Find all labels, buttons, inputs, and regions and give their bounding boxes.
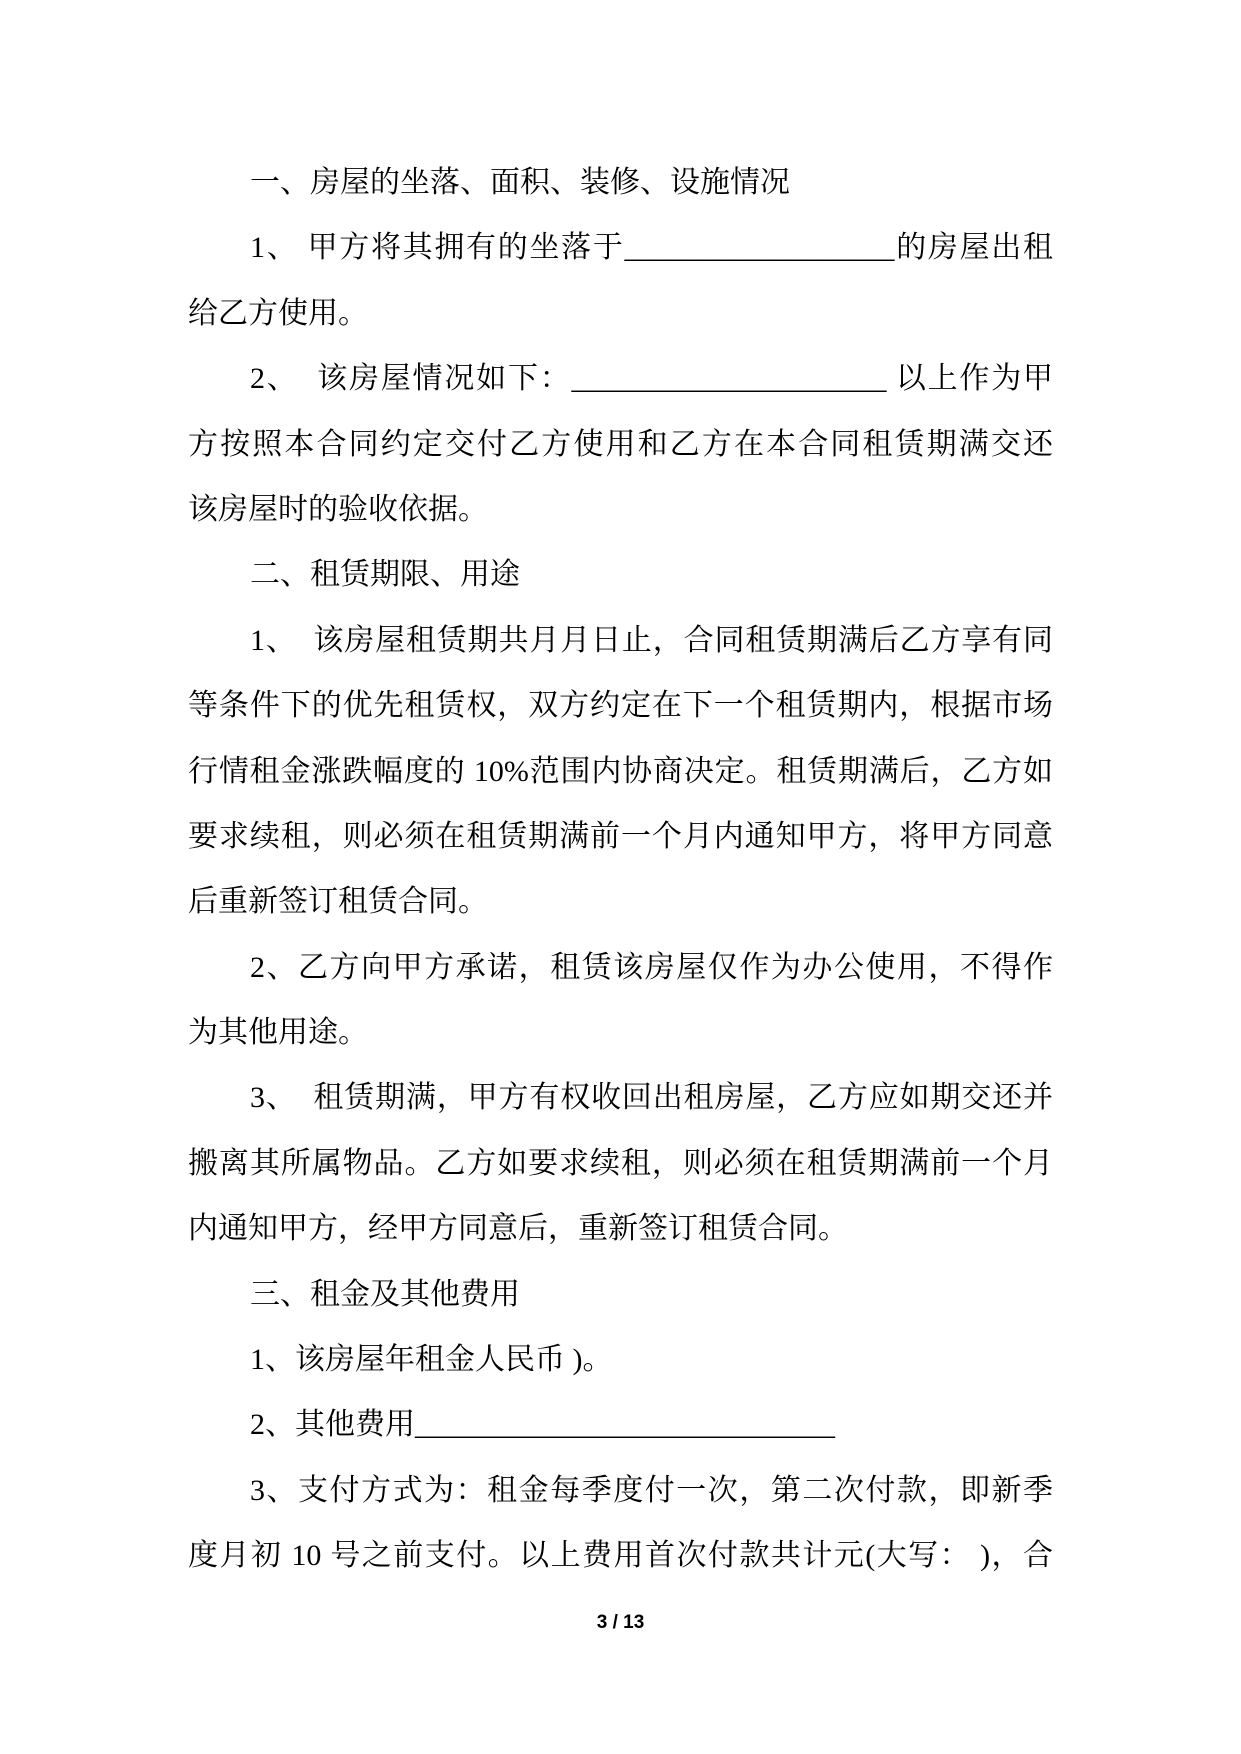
text-line: 3、支付方式为：租金每季度付一次，第二次付款，即新季 [250,1473,1053,1507]
clause-2-2 [188,935,1053,1066]
text-line: 给乙方使用。 [188,296,368,330]
text-line: 度月初 10 号之前支付。以上费用首次付款共计元(大写： )，合 [188,1539,1053,1573]
text-line: 2、 该房屋情况如下：_____________________ 以上作为甲 [250,362,1053,396]
section-heading-1 [188,150,1053,215]
text-line: 1、 该房屋租赁期共月月日止，合同租赁期满后乙方享有同 [250,623,1053,657]
clause-3-3 [188,1458,1053,1589]
text-line: 方按照本合同约定交付乙方使用和乙方在本合同租赁期满交还 [188,427,1053,461]
clause-1-1 [188,215,1053,346]
clause-3-1 [188,1327,1053,1392]
document-body [188,150,1053,1589]
text-line: 等条件下的优先租赁权，双方约定在下一个租赁期内，根据市场 [188,689,1053,723]
section-heading-2 [188,542,1053,607]
text-line: 1、 甲方将其拥有的坐落于__________________的房屋出租 [250,231,1053,265]
text-line: 2、乙方向甲方承诺，租赁该房屋仅作为办公使用，不得作 [250,950,1053,984]
section-heading-3 [188,1262,1053,1327]
text-line: 要求续租，则必须在租赁期满前一个月内通知甲方，将甲方同意 [188,819,1053,853]
text-line: 一、房屋的坐落、面积、装修、设施情况 [250,166,790,199]
page-number: 3 / 13 [596,1612,645,1633]
text-line: 二、租赁期限、用途 [250,558,520,592]
text-line: 2、其他费用____________________________ [250,1408,835,1442]
clause-2-1 [188,608,1053,935]
clause-3-2 [188,1392,1053,1457]
text-line: 行情租金涨跌幅度的 10%范围内协商决定。租赁期满后，乙方如 [188,754,1053,788]
clause-1-2 [188,346,1053,542]
text-line: 三、租金及其他费用 [250,1277,520,1311]
text-line: 3、 租赁期满，甲方有权收回出租房屋，乙方应如期交还并 [250,1081,1053,1115]
text-line: 后重新签订租赁合同。 [188,885,488,919]
text-line: 1、该房屋年租金人民币 )。 [250,1343,613,1377]
text-line: 该房屋时的验收依据。 [188,492,488,526]
text-line: 搬离其所属物品。乙方如要求续租，则必须在租赁期满前一个月 [188,1146,1053,1180]
text-line: 为其他用途。 [188,1016,368,1050]
text-line: 内通知甲方，经甲方同意后，重新签订租赁合同。 [188,1212,848,1246]
clause-2-3 [188,1065,1053,1261]
